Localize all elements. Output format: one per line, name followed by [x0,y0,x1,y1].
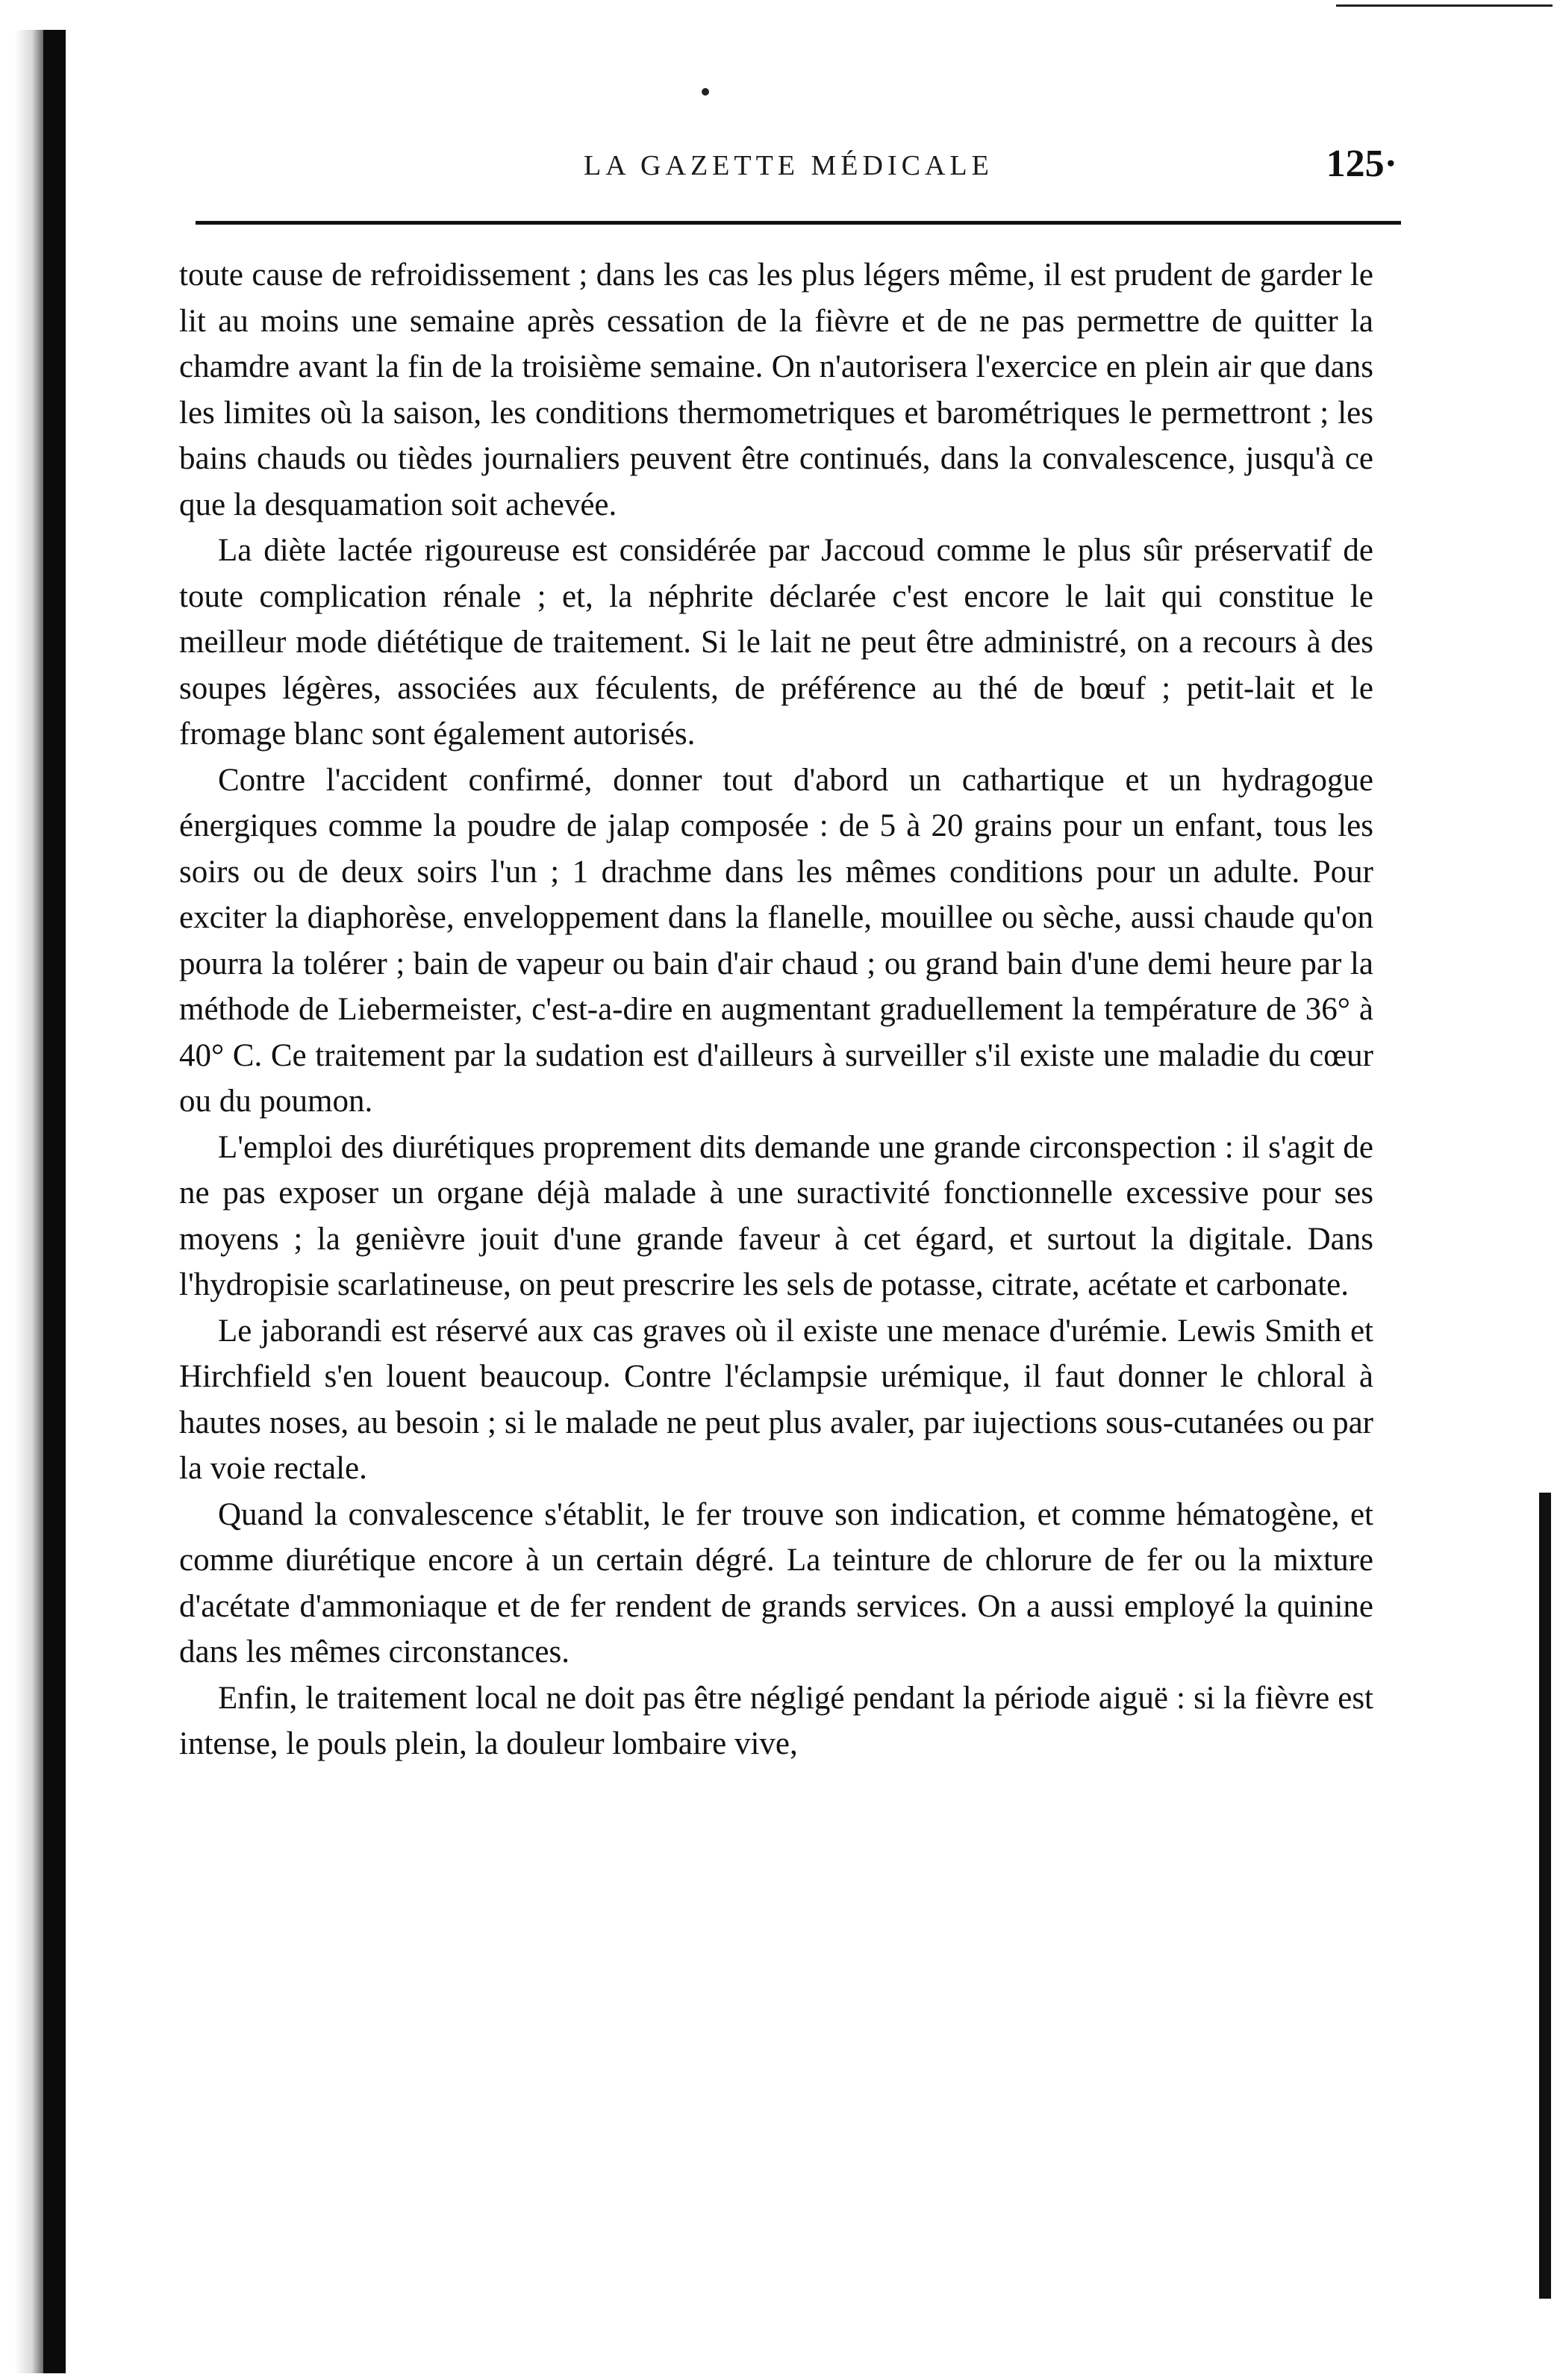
paragraph: La diète lactée rigoureuse est considérée par Jaccoud comme le plus sûr préservatif de toute complication rénale ; et, la néphrite déclarée c'est encore le lait qui constitue le meilleur mode diététique de traitement. Si le lait ne peut être administré, on a recours à des soupes légères, associées aux féculents, de préférence au thé de bœuf ; petit-lait et le fromage blanc sont également autorisés. [179,533,1373,752]
binding-shadow [15,30,43,2373]
paragraph: Enfin, le traitement local ne doit pas être négligé pendant la période aiguë : si la fièvre est intense, le pouls plein, la douleur lombaire vive, [179,1680,1373,1761]
page-number: 125· [1326,143,1397,185]
paragraph: toute cause de refroidissement ; dans les cas les plus légers même, il est prudent de garder le lit au moins une semaine après cessation de la fièvre et de ne pas permettre de quitter la chamdre avant la fin de la troisième semaine. On n'autorisera l'exercice en plein air que dans les limites où la saison, les conditions thermometriques et barométriques le permettront ; les bains chauds ou tièdes journaliers peuvent être continués, dans la convalescence, jusqu'à ce que la desquamation soit achevée. [179,257,1373,522]
body-text [179,252,1373,1767]
binding-edge [43,30,66,2373]
top-edge-artifact [1336,4,1553,7]
paragraph: L'emploi des diurétiques proprement dits demande une grande circonspection : il s'agit de ne pas exposer un organe déjà malade à une suractivité fonctionnelle excessive pour ses moyens ; la genièvre jouit d'une grande faveur à cet égard, et surtout la digitale. Dans l'hydropisie scarlatineuse, on peut prescrire les sels de potasse, citrate, acétate et carbonate. [179,1129,1373,1302]
paragraph: Quand la convalescence s'établit, le fer trouve son indication, et comme hématogène, et comme diurétique encore à un certain dégré. La teinture de chlorure de fer ou la mixture d'acétate d'ammoniaque et de fer rendent de grands services. On a aussi employé la quinine dans les mêmes circonstances. [179,1496,1373,1670]
right-edge-artifact [1539,1493,1551,2299]
running-title: LA GAZETTE MÉDICALE [584,150,993,181]
header-rule [196,221,1401,225]
ink-dot [702,88,709,96]
running-header [196,142,1397,194]
paragraph: Contre l'accident confirmé, donner tout d'abord un cathartique et un hydragogue énergiques comme la poudre de jalap composée : de 5 à 20 grains pour un enfant, tous les soirs ou de deux soirs l'un ; 1 drachme dans les mêmes conditions pour un adulte. Pour exciter la diaphorèse, enveloppement dans la flanelle, mouillee ou sèche, aussi chaude qu'on pourra la tolérer ; bain de vapeur ou bain d'air chaud ; ou grand bain d'une demi heure par la méthode de Liebermeister, c'est-a-dire en augmentant graduellement la température de 36° à 40° C. Ce traitement par la sudation est d'ailleurs à surveiller s'il existe une maladie du cœur ou du poumon. [179,762,1373,1119]
paragraph: Le jaborandi est réservé aux cas graves où il existe une menace d'urémie. Lewis Smith et Hirchfield s'en louent beaucoup. Contre l'éclampsie urémique, il faut donner le chloral à hautes noses, au besoin ; si le malade ne peut plus avaler, par iujections sous-cutanées ou par la voie rectale. [179,1313,1373,1486]
